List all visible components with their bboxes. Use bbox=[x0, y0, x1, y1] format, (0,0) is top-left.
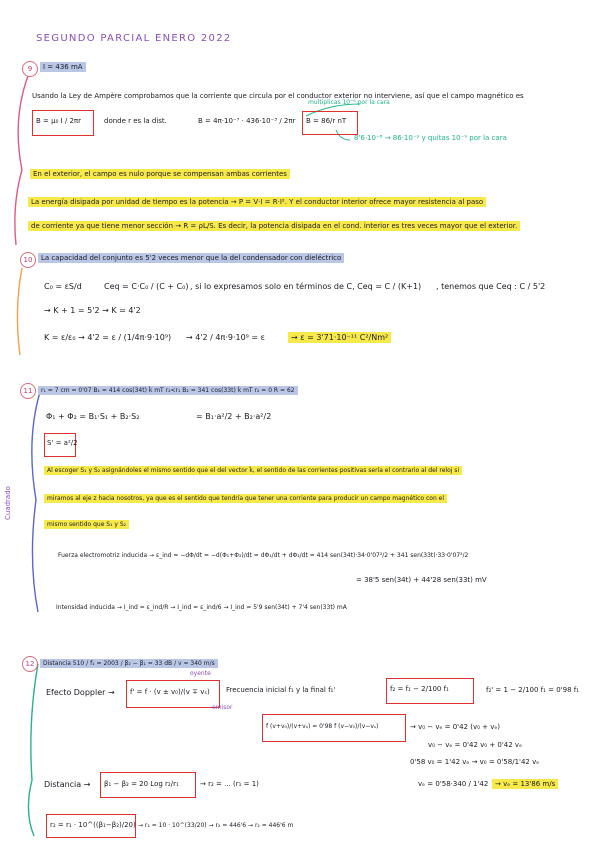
q11-given: r₁ = 7 cm = 0'07 B₁ = 414 cos(34t) k̂ mT r₂<r₁ B₂ = 341 cos(33t) k̂ mT r₂ = 0 R = 62 bbox=[38, 386, 298, 395]
q11-flux1: Φ₁ + Φ₂ = B₁·S₁ + B₂·S₂ bbox=[46, 412, 140, 421]
q9-donde: donde r es la dist. bbox=[104, 117, 167, 125]
q12-anno-oyente: oyente bbox=[190, 670, 211, 677]
q12-dist-formula: β₁ − β₂ = 20 Log r₂/r₁ bbox=[104, 780, 179, 788]
q12-final-formula: r₂ = r₁ · 10^((β₁−β₂)/20) bbox=[50, 821, 136, 829]
q11-fem-result: = 38'5 sen(34t) + 44'28 sen(33t) mV bbox=[356, 576, 487, 584]
q9-line1: Usando la Ley de Ampère comprobamos que la corriente que circula por el conductor exterior no interviene, así que el campo magnético es bbox=[32, 92, 524, 100]
q12-doppler-label: Efecto Doppler → bbox=[46, 688, 115, 697]
q12-given: Distancia 510 / f₁ = 2003 / β₂ − β₁ = 33 dB / v = 340 m/s bbox=[40, 659, 218, 668]
q11-paragraph-2: miramos al eje z hacia nosotros, ya que es el sentido que tendría que tener una corriente para producir un campo magnético con el bbox=[44, 494, 447, 503]
q12-solve-2: v₀ − vₑ = 0'42 v₀ + 0'42 vₑ bbox=[428, 741, 522, 749]
q9-calc: B = 4π·10⁻⁷ · 436·10⁻³ / 2πr bbox=[198, 117, 296, 125]
q10-conclusion: , tenemos que Ceq : C / 5'2 bbox=[436, 282, 546, 291]
q9-arrow-note: multiplicas 10⁻⁶ por la cara bbox=[308, 99, 390, 106]
q12-ratio-formula: f (v+v₀)/(v+vₛ) = 0'98 f (v−v₀)/(v−vₛ) bbox=[266, 723, 379, 730]
q12-solve-3: 0'58 v₀ = 1'42 vₑ → v₀ = 0'58/1'42 vₑ bbox=[410, 758, 540, 766]
q9-given: I = 436 mA bbox=[40, 62, 86, 72]
q9-energy-line1: La energía disipada por unidad de tiempo es la potencia → P = V·I = R·I². Y el conductor interior ofrece mayor resistencia al paso bbox=[28, 197, 486, 207]
q10-k-eq2: → 4'2 / 4π·9·10⁹ = ε bbox=[186, 333, 265, 342]
q10-k-eq: K = ε/ε₀ → 4'2 = ε / (1/4π·9·10⁹) bbox=[44, 333, 172, 342]
q11-fem: Fuerza electromotriz inducida → ε_ind = −dΦ/dt = −d(Φ₁+Φ₂)/dt = dΦ₁/dt + dΦ₂/dt = 414 sen(34t)·34·0'07²/2 + 341 sen(33t)·33·0'07²/2 bbox=[58, 552, 469, 559]
q11-flux2: = B₁·a²/2 + B₂·a²/2 bbox=[196, 412, 272, 421]
q12-freq-calc: f₂' = 1 − 2/100 f₁ = 0'98 f₁ bbox=[486, 686, 580, 694]
q12-solve-4: vₑ = 0'58·340 / 1'42 bbox=[418, 780, 489, 788]
q11-paragraph-3: mismo sentido que S₁ y S₂ bbox=[44, 520, 129, 529]
q11-paragraph-1: Al escoger S₁ y S₂ asignándoles el mismo sentido que el del vector k̂, el sentido de las corrientes positivas sería el contrario al del reloj si bbox=[44, 466, 462, 475]
q9-note2: 8'6·10⁻⁸ → 86·10⁻⁹ y quitas 10⁻⁹ por la cara bbox=[354, 134, 507, 142]
q10-result: → ε = 3'71·10⁻¹¹ C²/Nm² bbox=[288, 332, 391, 343]
q12-freq-formula: f₂ = f₁ − 2/100 f₁ bbox=[390, 685, 449, 693]
q9-exterior: En el exterior, el campo es nulo porque se compensan ambas corrientes bbox=[30, 169, 290, 179]
question-badge-10: 10 bbox=[20, 252, 36, 268]
q12-dist-rest: → r₂ = ... (r₁ = 1) bbox=[200, 780, 259, 788]
q9-ampere-formula: B = μ₀ I / 2πr bbox=[36, 117, 82, 125]
q10-heading: La capacidad del conjunto es 5'2 veces menor que la del condensador con dieléctrico bbox=[38, 253, 344, 263]
question-badge-9: 9 bbox=[22, 61, 38, 77]
q11-side-label: Cuadrado bbox=[4, 486, 12, 520]
q12-solve-1: → v₀ − vₑ = 0'42 (v₀ + vₑ) bbox=[410, 723, 501, 731]
q12-dist-label: Distancia → bbox=[44, 780, 91, 789]
q12-solve-5: → vₑ = 13'86 m/s bbox=[492, 779, 558, 789]
q12-freq-text: Frecuencia inicial f₁ y la final f₁' bbox=[226, 686, 336, 694]
q10-k-solution: → K + 1 = 5'2 → K = 4'2 bbox=[44, 306, 141, 315]
question-badge-12: 12 bbox=[22, 656, 38, 672]
q11-s-formula: S' = a²/2 bbox=[47, 439, 78, 447]
q10-expr: , si lo expresamos solo en términos de C, Ceq = C / (K+1) bbox=[190, 282, 422, 291]
q9-result: B = 86/r nT bbox=[306, 117, 347, 125]
q9-energy-line2: de corriente ya que tiene menor sección → R = ρL/S. Es decir, la potencia disipada en el cond. interior es tres veces mayor que el exterior. bbox=[28, 221, 520, 231]
question-badge-11: 11 bbox=[20, 383, 36, 399]
q12-doppler-formula: f' = f · (v ± v₀)/(v ∓ vₛ) bbox=[130, 688, 210, 696]
q10-ceq: Ceq = C·C₀ / (C + C₀) bbox=[104, 282, 189, 291]
q11-current: Intensidad inducida → I_ind = ε_ind/R → I_ind = ε_ind/6 → I_ind = 5'9 sen(34t) + 7'4 sen(33t) mA bbox=[56, 604, 347, 611]
q12-anno-emisor: emisor bbox=[212, 704, 233, 711]
q12-final-rest: → r₂ = 10 · 10^(33/20) → r₂ = 446'6 → r₂ = 446'6 m bbox=[138, 822, 294, 829]
q10-c0: C₀ = εS/d bbox=[44, 282, 82, 291]
page-title: SEGUNDO PARCIAL ENERO 2022 bbox=[36, 33, 232, 44]
